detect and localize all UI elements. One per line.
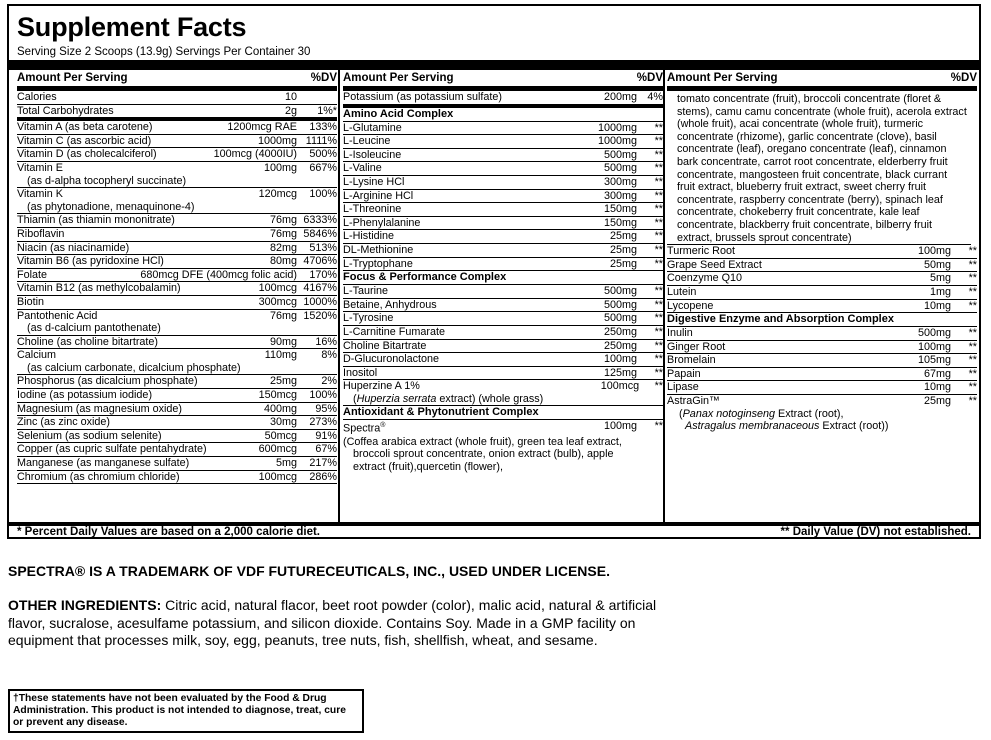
nutrient-row [667,259,977,273]
nutrient-amount: 67mg [923,367,951,380]
nutrient-dv: ** [654,298,663,311]
nutrient-dv: ** [654,189,663,202]
nutrient-row [667,327,977,341]
section-title-digestive: Digestive Enzyme and Absorption Complex [667,313,977,327]
nutrient-dv: ** [654,312,663,325]
column-3 [667,70,977,522]
nutrient-rows [667,245,977,313]
nutrient-amount: 100mcg [258,470,297,483]
nutrient-amount: 25mg [609,230,637,243]
nutrient-name: L-Glutamine [343,121,402,134]
nutrient-row [17,457,337,471]
nutrient-dv: ** [654,243,663,256]
nutrient-name: D-Glucuronolactone [343,353,440,366]
amount-header: Amount Per Serving [17,72,128,84]
dv-header: %DV [950,72,977,84]
nutrient-dv: 170% [309,268,337,281]
nutrient-name: Total Carbohydrates [17,104,114,117]
nutrient-amount: 100mcg (4000IU) [213,148,297,161]
nutrient-dv: 1520% [303,309,337,322]
nutrient-dv: ** [654,420,663,433]
nutrient-row [17,375,337,389]
astragin-detail: (Panax notoginseng Extract (root), Astragalus membranaceous Extract (root)) [679,407,889,433]
amount-header: Amount Per Serving [343,72,454,84]
nutrient-row [17,310,337,336]
other-ingredients-text: Citric acid, natural flacor, beet root powder (color), malic acid, natural & artificial flavor, sucralose, acesulfame potassium, and silicon dioxide. Contains Soy. Made in a GMP facility on equipment that processes milk, soy, egg, peanuts, tree nuts, fish, shellfish, wheat, and sesame. [8,597,657,648]
other-ingredients [8,597,668,650]
nutrient-amount: 500mg [603,285,637,298]
nutrient-row [667,368,977,382]
nutrient-row [343,122,663,136]
nutrient-amount: 500mg [917,327,951,340]
nutrient-amount: 105mg [917,354,951,367]
nutrient-amount: 100mg [603,420,637,433]
nutrient-rows [17,91,337,484]
nutrient-source: (as d-calcium pantothenate) [27,322,161,335]
nutrient-dv: 8% [321,349,337,362]
nutrient-name: Riboflavin [17,227,65,240]
nutrient-amount: 30mg [269,416,297,429]
nutrient-name: L-Valine [343,162,382,175]
nutrient-row [17,349,337,375]
nutrient-name: Biotin [17,295,45,308]
nutrient-dv: 95% [315,402,337,415]
nutrient-name: L-Carnitine Fumarate [343,325,446,338]
nutrient-name: Betaine, Anhydrous [343,298,437,311]
nutrient-dv: 67% [315,443,337,456]
nutrient-amount: 500mg [603,162,637,175]
nutrient-dv: 217% [309,457,337,470]
nutrient-name: Potassium (as potassium sulfate) [343,91,503,103]
nutrient-dv: 6333% [303,214,337,227]
nutrient-dv: 4% [647,91,663,103]
nutrient-amount: 82mg [269,241,297,254]
nutrient-name: Calories [17,91,57,103]
nutrient-dv: 1111% [305,134,337,147]
nutrient-row [343,135,663,149]
nutrient-dv: 100% [309,389,337,402]
nutrient-dv: ** [654,285,663,298]
spectra-ingredients-continued: tomato concentrate (fruit), broccoli concentrate (floret & stems), camu camu concentrate (whole fruit), acerola extract (whole fruit), acai concentrate (whole fruit), turmeric concentrate (rhizome), garlic concentrate (clove), basil concentrate (leaf), oregano concentrate (leaf), cinnamon bark concentrate, carrot root concentrate, elderberry fruit concentrate, mangosteen fruit concentrate, black currant fruit extract, blueberry fruit extract, sweet cherry fruit concentrate, raspberry concentrate (berry), spinach leaf concentrate, chokeberry fruit concentrate, kale leaf concentrate, blackberry fruit concentrate, bilberry fruit extract, brussels sprout concentrate) [667,91,971,245]
nutrient-name: L-Arginine HCl [343,189,414,202]
nutrient-amount: 1000mg [257,134,297,147]
nutrient-amount: 80mg [269,255,297,268]
nutrient-name: Choline (as choline bitartrate) [17,335,159,348]
spectra-ingredients: (Coffea arabica extract (whole fruit), green tea leaf extract, broccoli sprout concentrate, onion extract (bulb), apple extract (fruit),quercetin (flower), [343,435,622,473]
nutrient-row [17,105,337,122]
nutrient-row [343,312,663,326]
nutrient-dv: ** [654,135,663,148]
nutrient-amount: 1000mg [597,121,637,134]
nutrient-row: Huperzine A 1% (Huperzia serrata extract) (whole grass) 100mcg ** [343,380,663,405]
serving-info: Serving Size 2 Scoops (13.9g) Servings Per Container 30 [17,46,311,58]
nutrient-name: Chromium (as chromium chloride) [17,470,180,483]
nutrient-row [343,230,663,244]
nutrient-amount: 90mg [269,335,297,348]
nutrient-row [667,395,977,408]
fda-disclaimer: †These statements have not been evaluated by the Food & Drug Administration. This product is not intended to diagnose, treat, cure or prevent any disease. [8,689,364,733]
nutrient-name: Selenium (as sodium selenite) [17,429,162,442]
dv-header: %DV [310,72,337,84]
nutrient-row [343,353,663,367]
latin-name: Huperzia serrata [356,392,437,405]
nutrient-amount: 76mg [269,214,297,227]
nutrient-row: Spectra® 100mg ** [343,420,663,436]
nutrient-amount: 120mcg [258,188,297,201]
nutrient-name: L-Lysine HCl [343,175,405,188]
nutrient-name: Vitamin K [17,188,64,201]
nutrient-amount: 300mg [603,175,637,188]
nutrient-name: Turmeric Root [667,245,735,258]
nutrient-name: L-Taurine [343,285,389,298]
nutrient-name: L-Histidine [343,230,395,243]
footnote-not-established: ** Daily Value (DV) not established. [780,526,971,538]
nutrient-rows [667,327,977,395]
footnote-dv: * Percent Daily Values are based on a 2,000 calorie diet. [17,526,320,538]
nutrient-row [343,326,663,340]
nutrient-name: L-Tyrosine [343,312,394,325]
nutrient-amount: 110mg [264,349,297,362]
nutrient-name: Copper (as cupric sulfate pentahydrate) [17,443,207,456]
nutrient-row [17,188,337,214]
section-title-amino: Amino Acid Complex [343,108,663,122]
nutrient-row [17,121,337,135]
column-header [667,70,977,91]
nutrient-row [667,245,977,259]
nutrient-row [17,403,337,417]
nutrient-amount: 5mg [275,457,297,470]
nutrient-dv: ** [654,175,663,188]
nutrient-dv: 4706% [303,255,337,268]
nutrient-amount: 50mcg [264,429,297,442]
nutrient-dv: ** [968,245,977,258]
nutrient-row [17,135,337,149]
nutrient-name: Thiamin (as thiamin mononitrate) [17,214,175,227]
nutrient-dv: ** [654,230,663,243]
nutrient-row [667,300,977,314]
nutrient-source: (as calcium carbonate, dicalcium phosphate) [27,361,241,374]
nutrient-amount: 150mcg [258,389,297,402]
nutrient-name: Inositol [343,366,378,379]
nutrient-row [17,91,337,105]
nutrient-row [343,203,663,217]
nutrient-row [17,269,337,283]
nutrient-name: Phosphorus (as dicalcium phosphate) [17,375,198,388]
nutrient-row [343,299,663,313]
nutrient-dv: 1000% [303,295,337,308]
nutrient-dv: ** [654,121,663,134]
nutrient-row [343,244,663,258]
nutrient-name: Vitamin A (as beta carotene) [17,121,153,134]
nutrient-dv: ** [968,340,977,353]
column-1 [17,70,337,522]
nutrient-amount: 1mg [929,285,951,298]
nutrient-dv: ** [968,258,977,271]
nutrient-dv: 513% [309,241,337,254]
nutrient-dv: 4167% [303,282,337,295]
nutrient-amount: 100mg [917,245,951,258]
nutrient-name: L-Phenylalanine [343,216,421,229]
nutrient-name: Vitamin C (as ascorbic acid) [17,134,152,147]
nutrient-dv: 100% [309,188,337,201]
nutrient-name: Lutein [667,285,697,298]
nutrient-amount: 50mg [923,258,951,271]
trademark-notice: SPECTRA® IS A TRADEMARK OF VDF FUTURECEUTICALS, INC., USED UNDER LICENSE. [8,563,610,579]
nutrient-dv: ** [654,203,663,216]
nutrient-row [343,217,663,231]
nutrient-source: (as phytonadione, menaquinone-4) [27,200,195,213]
nutrient-amount: 300mg [603,189,637,202]
nutrient-row [17,228,337,242]
nutrient-amount: 150mg [603,216,637,229]
nutrient-name: Choline Bitartrate [343,339,427,352]
nutrient-row [17,389,337,403]
nutrient-row [667,381,977,395]
nutrient-row [17,430,337,444]
nutrient-name: Calcium [17,349,56,362]
nutrient-name: Coenzyme Q10 [667,272,743,285]
nutrient-dv: 5846% [303,227,337,240]
column-divider [663,70,665,522]
nutrient-amount: 250mg [603,339,637,352]
nutrient-name: Papain [667,367,701,380]
nutrient-dv: ** [968,367,977,380]
nutrient-name: L-Isoleucine [343,148,402,161]
other-ingredients-label: OTHER INGREDIENTS: [8,597,162,613]
nutrient-row [343,258,663,272]
nutrient-amount: 100mg [917,340,951,353]
column-divider [338,70,340,522]
nutrient-row [17,443,337,457]
nutrient-amount: 125mg [603,366,637,379]
nutrient-row [343,285,663,299]
nutrient-name: DL-Methionine [343,243,414,256]
section-title-focus: Focus & Performance Complex [343,271,663,285]
nutrient-amount: 10 [284,91,297,103]
nutrient-name: AstraGin™ [667,395,720,408]
nutrient-row [17,162,337,188]
nutrient-amount: 76mg [269,227,297,240]
nutrient-amount: 1200mcg RAE [227,121,297,134]
nutrient-amount: 100mcg [258,282,297,295]
nutrient-name: Iodine (as potassium iodide) [17,389,153,402]
nutrient-amount: 200mg [603,91,637,103]
nutrient-amount: 10mg [923,299,951,312]
nutrient-name: Lycopene [667,299,714,312]
nutrient-amount: 76mg [269,309,297,322]
nutrient-row [17,296,337,310]
nutrient-amount: 150mg [603,203,637,216]
nutrient-dv: 667% [309,161,337,174]
nutrient-row [17,416,337,430]
supplement-facts-panel [7,4,981,539]
nutrient-amount: 100mcg [600,380,640,393]
section-title-antioxidant: Antioxidant & Phytonutrient Complex [343,406,663,420]
nutrient-amount: 400mg [263,402,297,415]
nutrient-row [667,272,977,286]
nutrient-row [17,282,337,296]
nutrient-amount: 100mg [263,161,297,174]
nutrient-row [343,340,663,354]
nutrient-row [17,242,337,256]
nutrient-amount: 300mcg [258,295,297,308]
column-header [343,70,663,91]
nutrient-amount: 25mg [923,395,951,408]
nutrient-name: Vitamin D (as cholecalciferol) [17,148,157,161]
nutrient-amount: 25mg [609,243,637,256]
nutrient-amount: 1000mg [597,135,637,148]
nutrient-dv: ** [968,381,977,394]
nutrient-amount: 25mg [609,257,637,270]
nutrient-dv: ** [968,395,977,408]
nutrient-dv: ** [654,162,663,175]
nutrient-name: Vitamin B12 (as methylcobalamin) [17,282,181,295]
nutrient-dv: 273% [309,416,337,429]
nutrient-amount: 100mg [603,353,637,366]
nutrient-row [17,214,337,228]
nutrient-dv: ** [654,353,663,366]
nutrient-amount: 500mg [603,298,637,311]
nutrient-row [343,367,663,381]
nutrient-dv: ** [654,148,663,161]
nutrient-amount: 25mg [269,375,297,388]
nutrient-dv: ** [968,327,977,340]
nutrient-dv: 500% [309,148,337,161]
nutrient-row [343,162,663,176]
nutrient-name: Inulin [667,327,693,340]
nutrient-dv: ** [968,299,977,312]
nutrient-row [343,176,663,190]
nutrient-dv: ** [654,325,663,338]
nutrient-row [17,148,337,162]
nutrient-row [667,286,977,300]
nutrient-dv: ** [654,339,663,352]
panel-title: Supplement Facts [17,12,247,42]
nutrient-source: (as d-alpha tocopheryl succinate) [27,174,187,187]
amount-header: Amount Per Serving [667,72,778,84]
nutrient-name: Magnesium (as magnesium oxide) [17,402,183,415]
nutrient-row [343,190,663,204]
nutrient-name: Pantothenic Acid [17,309,98,322]
dv-header: %DV [636,72,663,84]
nutrient-name: Bromelain [667,354,716,367]
nutrient-dv: ** [654,257,663,270]
nutrient-amount: 500mg [603,148,637,161]
nutrient-row [17,471,337,485]
column-2 [343,70,663,522]
nutrient-amount: 2g [284,104,297,117]
nutrient-row [343,149,663,163]
nutrient-dv: 133% [309,121,337,134]
nutrient-row [667,354,977,368]
nutrient-dv: ** [968,354,977,367]
nutrient-name: Ginger Root [667,340,726,353]
nutrient-amount: 680mcg DFE (400mcg folic acid) [140,268,297,281]
nutrient-name: L-Leucine [343,135,391,148]
nutrient-row [17,255,337,269]
nutrient-dv: 16% [315,335,337,348]
nutrient-amount: 500mg [603,312,637,325]
nutrient-amount: 250mg [603,325,637,338]
nutrient-name: Lipase [667,381,699,394]
nutrient-row [17,336,337,350]
nutrient-dv: ** [654,366,663,379]
nutrient-name: Vitamin E [17,161,64,174]
nutrient-name: Folate [17,268,48,281]
focus-rows [343,285,663,380]
nutrient-dv: ** [654,216,663,229]
panel-footer [17,526,971,539]
column-header [17,70,337,91]
thick-divider [9,60,979,70]
nutrient-dv: 1%* [317,104,337,117]
nutrient-name: L-Threonine [343,203,402,216]
nutrient-row [343,91,663,108]
nutrient-name: Manganese (as manganese sulfate) [17,457,190,470]
nutrient-name: L-Tryptophane [343,257,413,270]
nutrient-dv: 286% [309,470,337,483]
nutrient-dv: 91% [315,429,337,442]
nutrient-name: Grape Seed Extract [667,258,762,271]
nutrient-row [667,341,977,355]
nutrient-dv: 2% [321,375,337,388]
nutrient-name: Spectra [343,423,381,436]
nutrient-name: Vitamin B6 (as pyridoxine HCl) [17,255,164,268]
nutrient-amount: 5mg [929,272,951,285]
nutrient-name: Niacin (as niacinamide) [17,241,130,254]
nutrient-amount: 600mcg [258,443,297,456]
nutrient-dv: ** [968,272,977,285]
nutrient-dv: ** [968,285,977,298]
nutrient-dv: ** [654,380,663,393]
nutrient-amount: 10mg [923,381,951,394]
nutrient-name: Huperzine A 1% [343,380,420,393]
amino-rows [343,122,663,272]
nutrient-name: Zinc (as zinc oxide) [17,416,111,429]
